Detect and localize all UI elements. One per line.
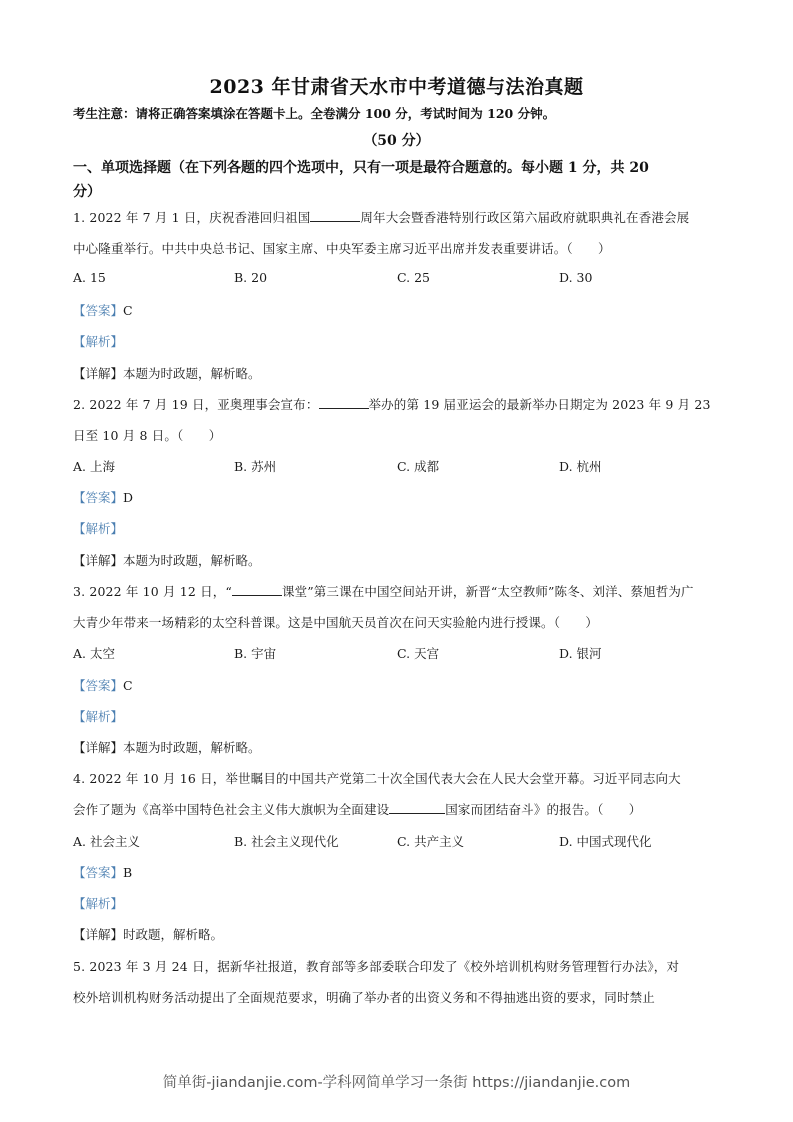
question-4-analysis xyxy=(73,894,123,912)
question-2-answer: 【答案】D xyxy=(73,490,134,505)
question-1-option-c: C. 25 xyxy=(397,270,430,285)
detail-tag: 【详解】 xyxy=(73,366,124,381)
question-3-analysis xyxy=(73,707,123,725)
question-2-analysis xyxy=(73,519,123,537)
section-heading-line2: 分） xyxy=(73,184,101,200)
question-3-answer: 【答案】C xyxy=(73,678,133,693)
section-heading xyxy=(73,156,723,204)
question-3-option-d: D. 银河 xyxy=(559,646,602,661)
question-1-option-b: B. 20 xyxy=(234,270,268,285)
question-2-option-d: D. 杭州 xyxy=(559,459,602,474)
detail-tag: 【详解】 xyxy=(73,553,124,568)
answer-tag: 【答案】 xyxy=(73,303,124,318)
question-3-option-a: A. 太空 xyxy=(73,646,115,661)
question-4-option-b: B. 社会主义现代化 xyxy=(234,834,339,849)
question-1-detail: 【详解】本题为时政题，解析略。 xyxy=(73,366,261,381)
question-2-option-a: A. 上海 xyxy=(73,459,115,474)
question-4-answer: 【答案】B xyxy=(73,865,133,880)
question-1-line2: 中心隆重举行。中共中央总书记、国家主席、中央军委主席习近平出席并发表重要讲话。（ ） xyxy=(73,241,611,256)
question-5-line1: 5. 2023 年 3 月 24 日，据新华社报道，教育部等多部委联合印发了《校外培训机构财务管理暂行办法》，对 xyxy=(73,959,680,974)
question-2-line2: 日至 10 月 8 日。（ ） xyxy=(73,428,222,443)
analysis-tag: 【解析】 xyxy=(73,521,124,536)
question-1-option-a: A. 15 xyxy=(73,270,106,285)
fill-blank xyxy=(319,396,369,409)
analysis-tag: 【解析】 xyxy=(73,709,124,724)
section-score: （50 分） xyxy=(363,133,430,149)
question-2-detail: 【详解】本题为时政题，解析略。 xyxy=(73,553,261,568)
question-3-line1: 3. 2022 年 10 月 12 日，“ 课堂”第三课在中国空间站开讲，新晋“太空教师”陈冬、刘洋、蔡旭哲为广 xyxy=(73,584,694,599)
question-2-line1: 2. 2022 年 7 月 19 日，亚奥理事会宣布： 举办的第 19 届亚运会的最新举办日期定为 2023 年 9 月 23 xyxy=(73,397,711,412)
question-4-line1: 4. 2022 年 10 月 16 日，举世瞩目的中国共产党第二十次全国代表大会在人民大会堂开幕。习近平同志向大 xyxy=(73,771,681,786)
section-heading-line1: 一、单项选择题（在下列各题的四个选项中，只有一项是最符合题意的。每小题 1 分，共 20 xyxy=(73,160,649,176)
answer-tag: 【答案】 xyxy=(73,865,124,880)
exam-notice: 考生注意：请将正确答案填涂在答题卡上。全卷满分 100 分，考试时间为 120 分钟。 xyxy=(73,106,556,121)
question-2-option-c: C. 成都 xyxy=(397,459,440,474)
watermark-footer: 简单街-jiandanjie.com-学科网简单学习一条街 https://jiandanjie.com xyxy=(162,1075,631,1091)
question-4-option-a: A. 社会主义 xyxy=(73,834,140,849)
answer-tag: 【答案】 xyxy=(73,678,124,693)
question-1-answer: 【答案】C xyxy=(73,303,133,318)
fill-blank xyxy=(310,209,360,222)
document-title: 2023 年甘肃省天水市中考道德与法治真题 xyxy=(209,76,584,98)
question-3-option-c: C. 天宫 xyxy=(397,646,440,661)
question-3-option-b: B. 宇宙 xyxy=(234,646,277,661)
fill-blank xyxy=(389,801,445,814)
question-4-option-d: D. 中国式现代化 xyxy=(559,834,652,849)
analysis-tag: 【解析】 xyxy=(73,896,124,911)
question-4-option-c: C. 共产主义 xyxy=(397,834,465,849)
question-5-line2: 校外培训机构财务活动提出了全面规范要求，明确了举办者的出资义务和不得抽逃出资的要求，同时禁止 xyxy=(73,990,655,1005)
answer-tag: 【答案】 xyxy=(73,490,124,505)
analysis-tag: 【解析】 xyxy=(73,334,124,349)
detail-tag: 【详解】 xyxy=(73,740,124,755)
question-1-line1: 1. 2022 年 7 月 1 日，庆祝香港回归祖国 周年大会暨香港特别行政区第六届政府就职典礼在香港会展 xyxy=(73,210,690,225)
detail-tag: 【详解】 xyxy=(73,927,124,942)
question-1-option-d: D. 30 xyxy=(559,270,593,285)
question-1-analysis xyxy=(73,332,123,350)
question-3-detail: 【详解】本题为时政题，解析略。 xyxy=(73,740,261,755)
question-2-option-b: B. 苏州 xyxy=(234,459,277,474)
question-4-line2: 会作了题为《高举中国特色社会主义伟大旗帜为全面建设 国家而团结奋斗》的报告。（ ） xyxy=(73,802,642,817)
question-4-detail: 【详解】时政题，解析略。 xyxy=(73,927,224,942)
question-3-line2: 大青少年带来一场精彩的太空科普课。这是中国航天员首次在问天实验舱内进行授课。（ ） xyxy=(73,615,599,630)
fill-blank xyxy=(232,583,282,596)
